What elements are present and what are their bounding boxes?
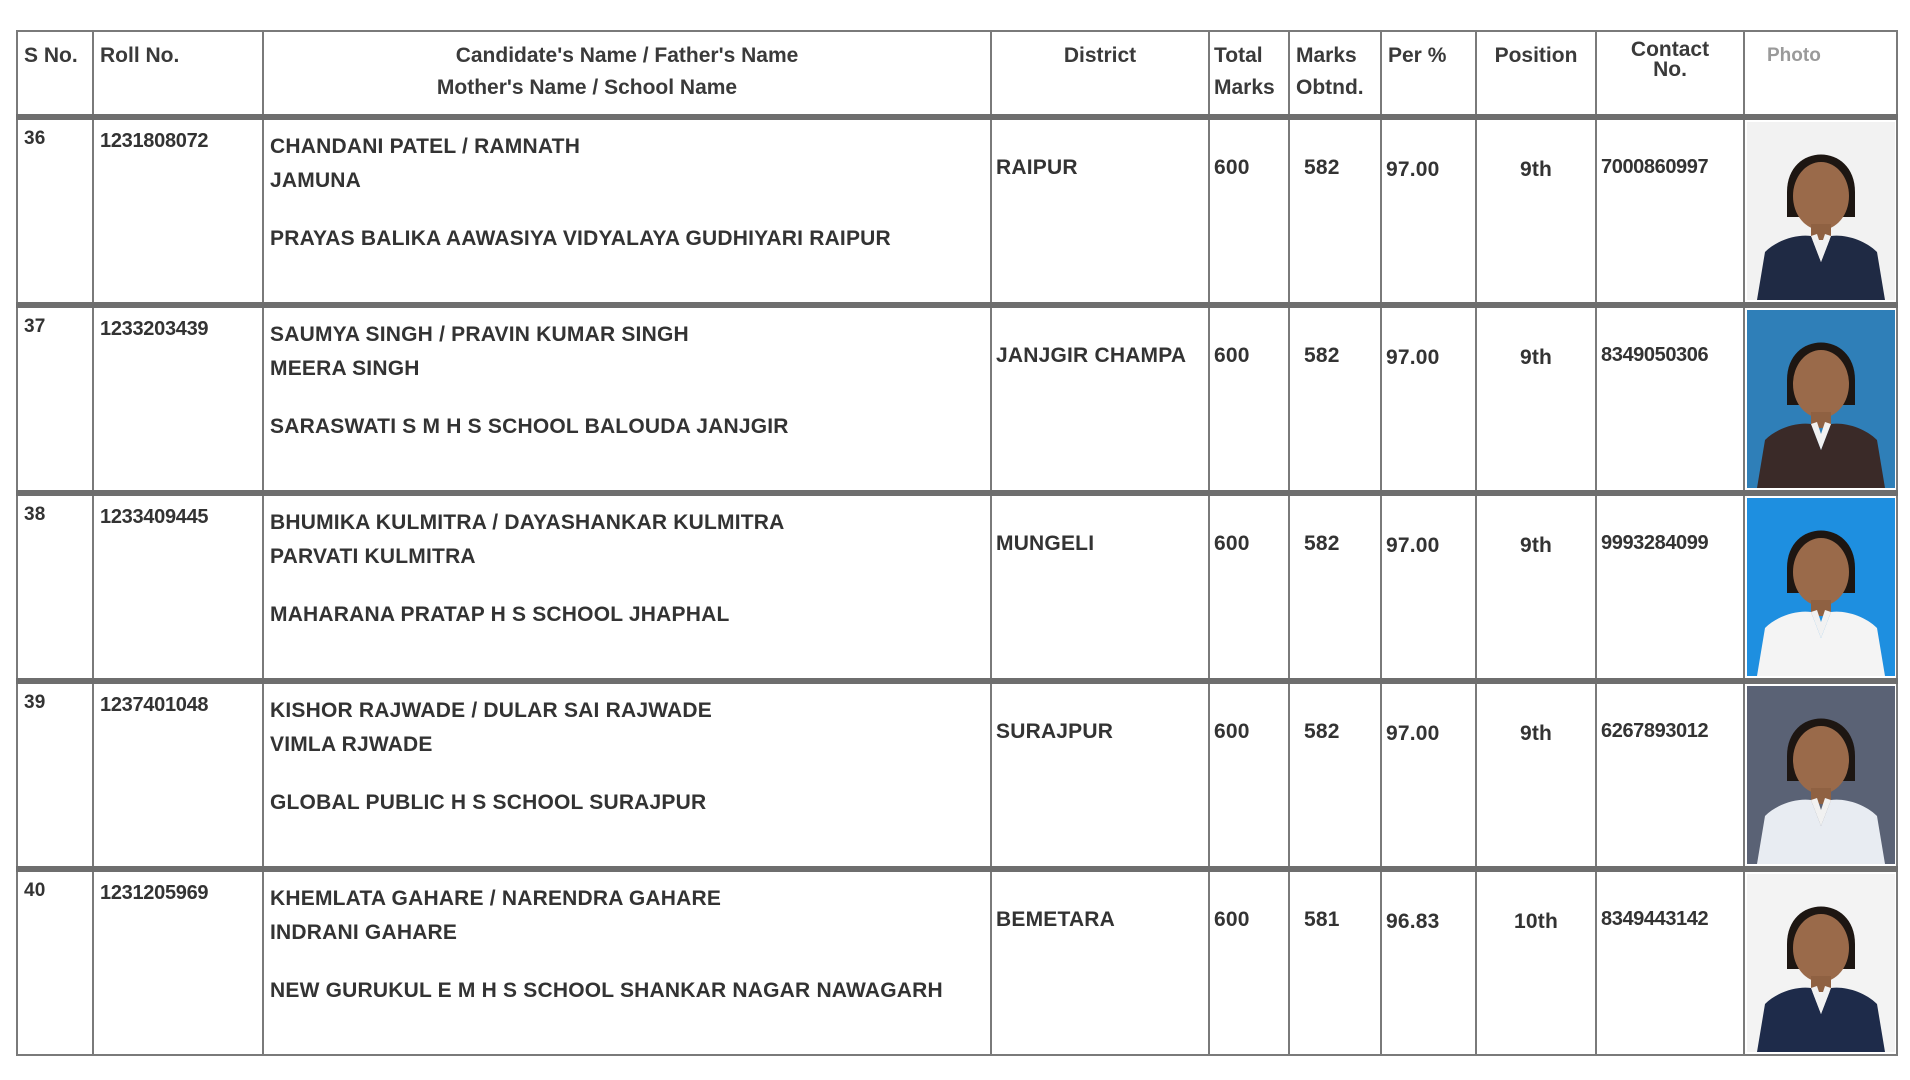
district-name: SURAJPUR (996, 720, 1114, 743)
school-name: NEW GURUKUL E M H S SCHOOL SHANKAR NAGAR NAWAGARH (270, 979, 943, 1002)
table-row (17, 681, 1897, 869)
total-marks: 600 (1214, 156, 1250, 179)
contact-number: 8349443142 (1601, 908, 1709, 930)
contact-number: 9993284099 (1601, 532, 1709, 554)
cell-roll (93, 681, 263, 869)
roll-number: 1233409445 (100, 506, 209, 528)
serial-number: 37 (24, 316, 46, 337)
cell-roll (93, 869, 263, 1055)
cell-candidate (263, 493, 991, 681)
candidate-father-name: CHANDANI PATEL / RAMNATH (270, 135, 581, 158)
candidate-photo (1747, 686, 1895, 864)
merit-position: 10th (1514, 910, 1558, 933)
cell-photo (1744, 869, 1897, 1055)
total-marks: 600 (1214, 532, 1250, 555)
mother-name: JAMUNA (270, 169, 362, 192)
percentage: 97.00 (1386, 534, 1440, 557)
header-total-marks: Total Marks (1209, 31, 1289, 117)
header-contact: Contact No. (1596, 31, 1744, 117)
candidate-father-name: KISHOR RAJWADE / DULAR SAI RAJWADE (270, 699, 712, 722)
marks-obtained: 582 (1304, 344, 1340, 367)
cell-district (991, 869, 1209, 1055)
roll-number: 1233203439 (100, 318, 209, 340)
cell-contact (1596, 681, 1744, 869)
cell-district (991, 681, 1209, 869)
cell-per (1381, 493, 1476, 681)
district-name: JANJGIR CHAMPA (996, 344, 1187, 367)
cell-marks (1289, 117, 1381, 305)
cell-photo (1744, 117, 1897, 305)
cell-roll (93, 305, 263, 493)
cell-marks (1289, 493, 1381, 681)
serial-number: 38 (24, 504, 46, 525)
candidate-photo (1747, 498, 1895, 676)
roll-number: 1231205969 (100, 882, 209, 904)
cell-total (1209, 493, 1289, 681)
cell-district (991, 117, 1209, 305)
header-marks-obtained: Marks Obtnd. (1289, 31, 1381, 117)
cell-marks (1289, 869, 1381, 1055)
percentage: 97.00 (1386, 346, 1440, 369)
cell-marks (1289, 681, 1381, 869)
header-name-line2: Mother's Name / School Name (436, 76, 738, 99)
roll-number: 1237401048 (100, 694, 209, 716)
table-header-row (17, 31, 1897, 117)
percentage: 96.83 (1386, 910, 1440, 933)
header-roll: Roll No. (93, 31, 263, 117)
district-name: BEMETARA (996, 908, 1116, 931)
cell-per (1381, 869, 1476, 1055)
candidate-father-name: BHUMIKA KULMITRA / DAYASHANKAR KULMITRA (270, 511, 785, 534)
merit-list-table (16, 30, 1898, 1056)
percentage: 97.00 (1386, 722, 1440, 745)
cell-total (1209, 869, 1289, 1055)
cell-position (1476, 869, 1596, 1055)
mother-name: VIMLA RJWADE (270, 733, 433, 756)
table-row (17, 117, 1897, 305)
merit-position: 9th (1519, 534, 1553, 557)
mother-name: PARVATI KULMITRA (270, 545, 476, 568)
cell-per (1381, 305, 1476, 493)
cell-sno (17, 869, 93, 1055)
cell-position (1476, 493, 1596, 681)
candidate-father-name: SAUMYA SINGH / PRAVIN KUMAR SINGH (270, 323, 689, 346)
candidate-photo (1747, 874, 1895, 1052)
serial-number: 40 (24, 880, 46, 901)
cell-district (991, 493, 1209, 681)
percentage: 97.00 (1386, 158, 1440, 181)
cell-total (1209, 681, 1289, 869)
contact-number: 7000860997 (1601, 156, 1709, 178)
contact-number: 6267893012 (1601, 720, 1709, 742)
header-photo: Photo (1744, 31, 1897, 117)
cell-photo (1744, 305, 1897, 493)
contact-number: 8349050306 (1601, 344, 1709, 366)
school-name: PRAYAS BALIKA AAWASIYA VIDYALAYA GUDHIYARI RAIPUR (270, 227, 891, 250)
candidate-photo (1747, 310, 1895, 488)
marks-obtained: 582 (1304, 720, 1340, 743)
merit-position: 9th (1519, 346, 1553, 369)
table-row (17, 869, 1897, 1055)
cell-sno (17, 681, 93, 869)
table-row (17, 305, 1897, 493)
cell-photo (1744, 681, 1897, 869)
header-district: District (991, 31, 1209, 117)
cell-photo (1744, 493, 1897, 681)
header-sno: S No. (17, 31, 93, 117)
cell-per (1381, 681, 1476, 869)
cell-marks (1289, 305, 1381, 493)
roll-number: 1231808072 (100, 130, 209, 152)
header-position: Position (1476, 31, 1596, 117)
cell-position (1476, 681, 1596, 869)
cell-district (991, 305, 1209, 493)
table-body (17, 117, 1897, 1055)
cell-position (1476, 117, 1596, 305)
table-row (17, 493, 1897, 681)
school-name: GLOBAL PUBLIC H S SCHOOL SURAJPUR (270, 791, 707, 814)
cell-roll (93, 117, 263, 305)
cell-total (1209, 117, 1289, 305)
marks-obtained: 582 (1304, 532, 1340, 555)
merit-list-sheet (16, 30, 1896, 1056)
cell-per (1381, 117, 1476, 305)
cell-sno (17, 493, 93, 681)
merit-position: 9th (1519, 158, 1553, 181)
cell-contact (1596, 117, 1744, 305)
serial-number: 36 (24, 128, 46, 149)
district-name: MUNGELI (996, 532, 1095, 555)
header-percentage: Per % (1381, 31, 1476, 117)
serial-number: 39 (24, 692, 46, 713)
total-marks: 600 (1214, 720, 1250, 743)
cell-sno (17, 305, 93, 493)
candidate-father-name: KHEMLATA GAHARE / NARENDRA GAHARE (270, 887, 722, 910)
total-marks: 600 (1214, 344, 1250, 367)
merit-position: 9th (1519, 722, 1553, 745)
marks-obtained: 581 (1304, 908, 1340, 931)
school-name: SARASWATI S M H S SCHOOL BALOUDA JANJGIR (270, 415, 789, 438)
candidate-photo (1747, 122, 1895, 300)
cell-position (1476, 305, 1596, 493)
district-name: RAIPUR (996, 156, 1078, 179)
cell-candidate (263, 681, 991, 869)
mother-name: MEERA SINGH (270, 357, 420, 380)
cell-candidate (263, 117, 991, 305)
cell-contact (1596, 493, 1744, 681)
cell-candidate (263, 869, 991, 1055)
header-candidate-name (263, 31, 991, 117)
header-name-line1: Candidate's Name / Father's Name (455, 44, 799, 67)
cell-contact (1596, 869, 1744, 1055)
total-marks: 600 (1214, 908, 1250, 931)
marks-obtained: 582 (1304, 156, 1340, 179)
school-name: MAHARANA PRATAP H S SCHOOL JHAPHAL (270, 603, 730, 626)
cell-candidate (263, 305, 991, 493)
cell-roll (93, 493, 263, 681)
mother-name: INDRANI GAHARE (270, 921, 458, 944)
cell-total (1209, 305, 1289, 493)
cell-contact (1596, 305, 1744, 493)
cell-sno (17, 117, 93, 305)
